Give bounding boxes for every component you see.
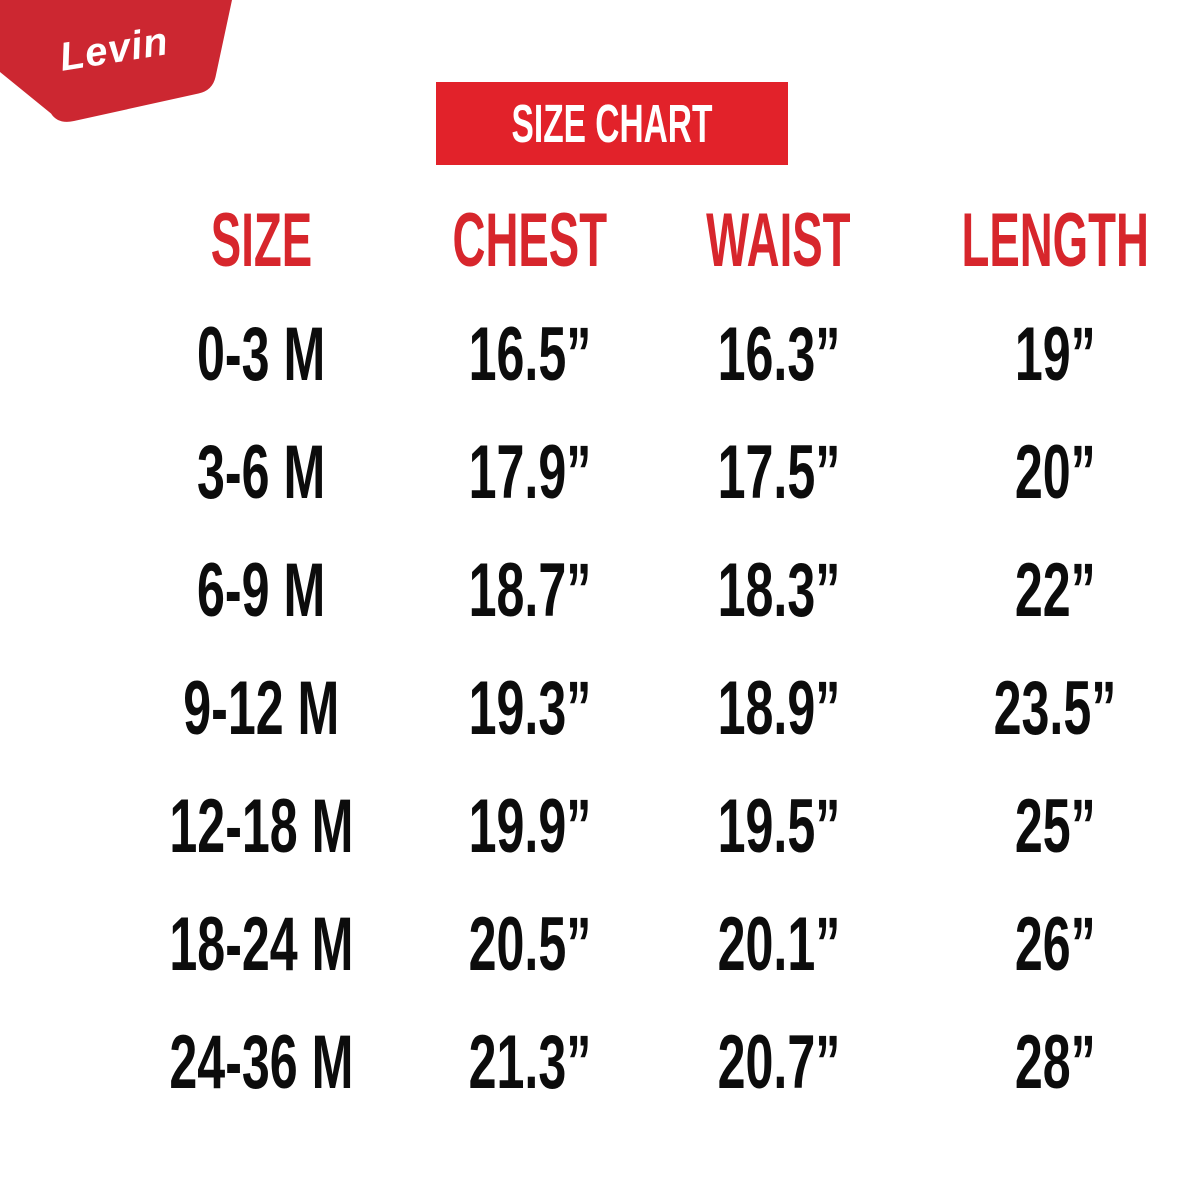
size-table — [122, 185, 1149, 1121]
chest-cell: 17.9” — [468, 429, 591, 515]
size-cell: 18-24 M — [169, 901, 354, 987]
waist-cell: 19.5” — [717, 783, 841, 869]
waist-cell: 20.1” — [717, 901, 841, 987]
length-cell: 25” — [1014, 783, 1096, 869]
levin-logo-text: Levin — [56, 19, 172, 80]
waist-cell: 17.5” — [717, 429, 841, 515]
waist-cell: 16.3” — [717, 311, 841, 397]
column-header-waist: WAIST — [706, 197, 851, 283]
chest-cell: 16.5” — [468, 311, 591, 397]
size-cell: 0-3 M — [197, 311, 326, 397]
length-cell: 20” — [1014, 429, 1096, 515]
length-cell: 23.5” — [993, 665, 1117, 751]
chest-cell: 21.3” — [468, 1019, 591, 1105]
length-cell: 22” — [1014, 547, 1096, 633]
column-header-chest: CHEST — [452, 197, 607, 283]
size-chart-title: SIZE CHART — [511, 93, 713, 154]
size-chart-banner — [436, 82, 788, 165]
chest-cell: 18.7” — [468, 547, 591, 633]
column-header-size: SIZE — [210, 197, 313, 283]
size-cell: 12-18 M — [169, 783, 354, 869]
length-cell: 26” — [1014, 901, 1096, 987]
chest-cell: 19.9” — [468, 783, 591, 869]
chest-cell: 20.5” — [468, 901, 591, 987]
length-cell: 19” — [1014, 311, 1096, 397]
chest-cell: 19.3” — [468, 665, 591, 751]
waist-cell: 18.3” — [717, 547, 841, 633]
waist-cell: 18.9” — [717, 665, 841, 751]
levin-logo — [0, 0, 240, 135]
length-cell: 28” — [1014, 1019, 1096, 1105]
column-header-length: LENGTH — [961, 197, 1149, 283]
size-cell: 3-6 M — [197, 429, 326, 515]
size-cell: 9-12 M — [183, 665, 340, 751]
size-cell: 6-9 M — [197, 547, 326, 633]
waist-cell: 20.7” — [717, 1019, 841, 1105]
size-cell: 24-36 M — [169, 1019, 354, 1105]
